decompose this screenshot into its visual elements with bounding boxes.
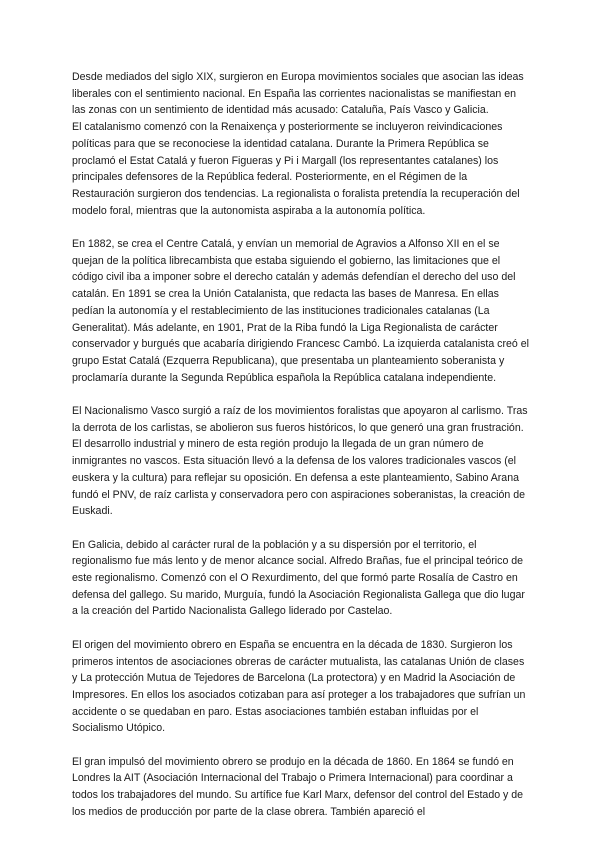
document-body <box>72 69 532 821</box>
paragraph-movimiento-obrero-impulso: El gran impulsó del movimiento obrero se produjo en la década de 1860. En 1864 se fundó en Londres la AIT (Asociación Internacional del Trabajo o Primera Internacional) para coordinar a todos los trabajadores del mundo. Su artífice fue Karl Marx, defensor del control del Estado y de los medios de producción por parte de la clase obrera. También apareció el <box>72 755 524 818</box>
paragraph-nacionalismo-vasco: El Nacionalismo Vasco surgió a raíz de los movimientos foralistas que apoyaron al carlismo. Tras la derrota de los carlistas, se abolieron sus fueros históricos, lo que generó una gran frustración. El desarrollo industrial y minero de esta región produjo la llegada de un gran número de inmigrantes no vascos. Esta situación llevó a la defensa de los valores tradicionales vascos (el euskera y la cultura) para reflejar su oposición. En defensa a este planteamiento, Sabino Arana fundó el PNV, de raíz carlista y conservadora pero con aspiraciones soberanistas, la creación de Euskadi. <box>72 405 528 518</box>
paragraph-galicia: En Galicia, debido al carácter rural de la población y a su dispersión por el territorio, el regionalismo fue más lento y de menor alcance social. Alfredo Brañas, fue el principal teórico de este regionalismo. Comenzó con el O Rexurdimento, del que formó parte Rosalía de Castro en defensa del gallego. Su marido, Murguía, fundó la Asociación Regionalista Gallega que dio lugar a la creación del Partido Nacionalista Gallego liderado por Castelao. <box>72 538 525 618</box>
paragraph-catalanismo: El catalanismo comenzó con la Renaixença y posteriormente se incluyeron reivindicaciones políticas para que se reconociese la identidad catalana. Durante la Primera República se proclamó el Estat Catalá y fueron Figueras y Pi i Margall (los representantes catalanes) los principales defensores de la República federal. Posteriormente, en el Régimen de la Restauración surgieron dos tendencias. La regionalista o foralista pretendía la recuperación del modelo foral, mientras que la autonomista aspiraba a la autonomía política. <box>72 121 520 217</box>
paragraph-centre-catala: En 1882, se crea el Centre Catalá, y envían un memorial de Agravios a Alfonso XII en el se quejan de la política librecambista que estaba siguiendo el gobierno, las limitaciones que el código civil iba a imponer sobre el derecho catalán y además defendían el derecho del uso del catalán. En 1891 se crea la Unión Catalanista, que redacta las bases de Manresa. En ellas pedían la autonomía y el restablecimiento de las instituciones tradicionales catalanas (La Generalitat). Más adelante, en 1901, Prat de la Riba fundó la Liga Regionalista de carácter conservador y burgués que acabaría dirigiendo Francesc Cambó. La izquierda catalanista creó el grupo Estat Catalá (Ezquerra Republicana), que presentaba un planteamiento soberanista y proclamaría durante la Segunda República española la República catalana independiente. <box>72 238 529 384</box>
paragraph-intro: Desde mediados del siglo XIX, surgieron en Europa movimientos sociales que asocian las ideas liberales con el sentimiento nacional. En España las corrientes nacionalistas se manifiestan en las zonas con un sentimiento de identidad más acusado: Cataluña, País Vasco y Galicia. <box>72 71 524 117</box>
paragraph-movimiento-obrero-origen: El origen del movimiento obrero en España se encuentra en la década de 1830. Surgieron los primeros intentos de asociaciones obreras de carácter mutualista, las catalanas Unión de clases y La protección Mutua de Tejedores de Barcelona (La protectora) y en Madrid la Asociación de Impresores. En ellos los asociados cotizaban para así proteger a los trabajadores que sufrían un accidente o se quedaban en paro. Estas asociaciones también estaban influidas por el Socialismo Utópico. <box>72 638 526 735</box>
